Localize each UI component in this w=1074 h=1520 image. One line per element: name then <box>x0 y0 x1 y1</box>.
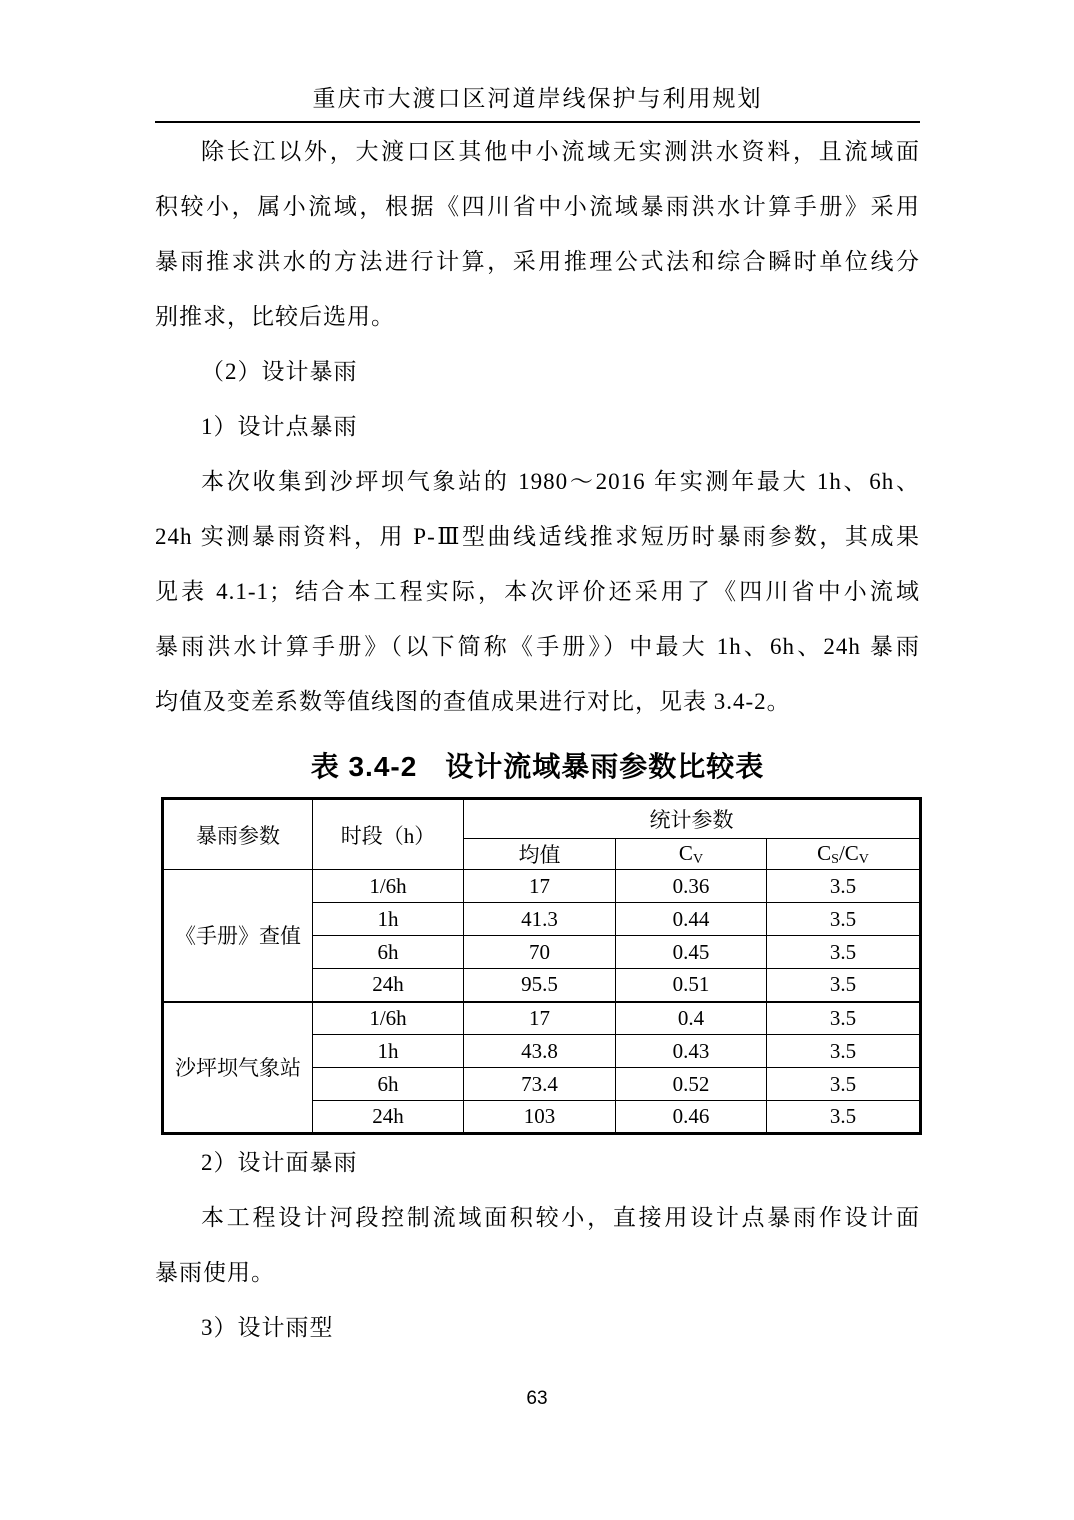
paragraph-line: 均值及变差系数等值线图的查值成果进行对比，见表 3.4-2。 <box>155 689 791 714</box>
cscv-sub-v: V <box>858 851 869 867</box>
cell-duration: 24h <box>313 969 464 1002</box>
cv-base: C <box>678 840 693 865</box>
subheading-design-storm: （2）设计暴雨 <box>201 359 358 384</box>
cell-duration: 6h <box>313 936 464 969</box>
cell-mean: 95.5 <box>464 969 616 1002</box>
paragraph-line: 本工程设计河段控制流域面积较小，直接用设计点暴雨作设计面 <box>201 1205 920 1230</box>
cell-cv: 0.51 <box>616 969 767 1002</box>
cell-cs-cv: 3.5 <box>767 1101 921 1134</box>
cell-cs-cv: 3.5 <box>767 1068 921 1101</box>
paragraph-line: 暴雨推求洪水的方法进行计算，采用推理公式法和综合瞬时单位线分 <box>155 249 920 274</box>
col-header-cv <box>616 839 767 870</box>
col-header-duration: 时段（h） <box>313 799 464 870</box>
col-header-cs-cv <box>767 839 921 870</box>
cell-mean: 103 <box>464 1101 616 1134</box>
paragraph-line: 本次收集到沙坪坝气象站的 1980～2016 年实测年最大 1h、6h、 <box>201 469 921 494</box>
table-caption-number: 表 3.4-2 <box>310 751 418 782</box>
cell-mean: 43.8 <box>464 1035 616 1068</box>
cell-cs-cv: 3.5 <box>767 936 921 969</box>
cell-cv: 0.43 <box>616 1035 767 1068</box>
paragraph-line: 暴雨使用。 <box>155 1260 275 1285</box>
cell-cs-cv: 3.5 <box>767 870 921 903</box>
cscv-sub-s: S <box>831 851 839 867</box>
paragraph-line: 别推求，比较后选用。 <box>155 304 395 329</box>
cell-duration: 6h <box>313 1068 464 1101</box>
group-label-manual: 《手册》查值 <box>163 870 313 1002</box>
storm-parameter-table <box>161 797 922 1135</box>
cell-duration: 1h <box>313 903 464 936</box>
cell-duration: 1h <box>313 1035 464 1068</box>
cell-mean: 73.4 <box>464 1068 616 1101</box>
cell-cs-cv: 3.5 <box>767 1035 921 1068</box>
cell-cv: 0.52 <box>616 1068 767 1101</box>
cell-mean: 17 <box>464 1002 616 1035</box>
cell-cv: 0.46 <box>616 1101 767 1134</box>
table-caption <box>155 739 920 791</box>
paragraph-line: 除长江以外，大渡口区其他中小流域无实测洪水资料，且流域面 <box>201 139 920 164</box>
table-row <box>163 870 921 903</box>
document-body <box>155 124 920 1355</box>
cell-cv: 0.4 <box>616 1002 767 1035</box>
paragraph-line: 暴雨洪水计算手册》（以下简称《手册》）中最大 1h、6h、24h 暴雨 <box>155 634 920 659</box>
cell-mean: 70 <box>464 936 616 969</box>
page-footer <box>0 1388 1074 1410</box>
paragraph-line: 24h 实测暴雨资料，用 P-Ⅲ型曲线适线推求短历时暴雨参数，其成果 <box>155 524 920 549</box>
cell-cv: 0.44 <box>616 903 767 936</box>
cell-mean: 17 <box>464 870 616 903</box>
page-header <box>155 80 920 123</box>
col-header-mean: 均值 <box>464 839 616 870</box>
page-header-title: 重庆市大渡口区河道岸线保护与利用规划 <box>312 86 763 111</box>
cell-duration: 1/6h <box>313 1002 464 1035</box>
cell-mean: 41.3 <box>464 903 616 936</box>
paragraph-line: 见表 4.1-1；结合本工程实际，本次评价还采用了《四川省中小流域 <box>155 579 920 604</box>
col-header-storm-parameter: 暴雨参数 <box>163 799 313 870</box>
col-header-statistics: 统计参数 <box>464 799 921 839</box>
table-caption-title: 设计流域暴雨参数比较表 <box>445 751 765 782</box>
subheading-design-areal-storm: 2）设计面暴雨 <box>201 1150 358 1175</box>
page-number: 63 <box>526 1388 548 1409</box>
cell-cv: 0.36 <box>616 870 767 903</box>
paragraph-line: 积较小，属小流域，根据《四川省中小流域暴雨洪水计算手册》采用 <box>155 194 920 219</box>
subheading-design-rain-pattern: 3）设计雨型 <box>201 1315 334 1340</box>
cscv-mid: /C <box>838 840 859 865</box>
subheading-design-point-storm: 1）设计点暴雨 <box>201 414 358 439</box>
cell-cs-cv: 3.5 <box>767 903 921 936</box>
table-row <box>163 1002 921 1035</box>
cv-subscript: V <box>692 851 704 867</box>
cell-cs-cv: 3.5 <box>767 1002 921 1035</box>
group-label-shapingba-station: 沙坪坝气象站 <box>163 1002 313 1134</box>
cscv-base: C <box>817 840 832 865</box>
cell-duration: 24h <box>313 1101 464 1134</box>
cell-cs-cv: 3.5 <box>767 969 921 1002</box>
cell-cv: 0.45 <box>616 936 767 969</box>
cell-duration: 1/6h <box>313 870 464 903</box>
